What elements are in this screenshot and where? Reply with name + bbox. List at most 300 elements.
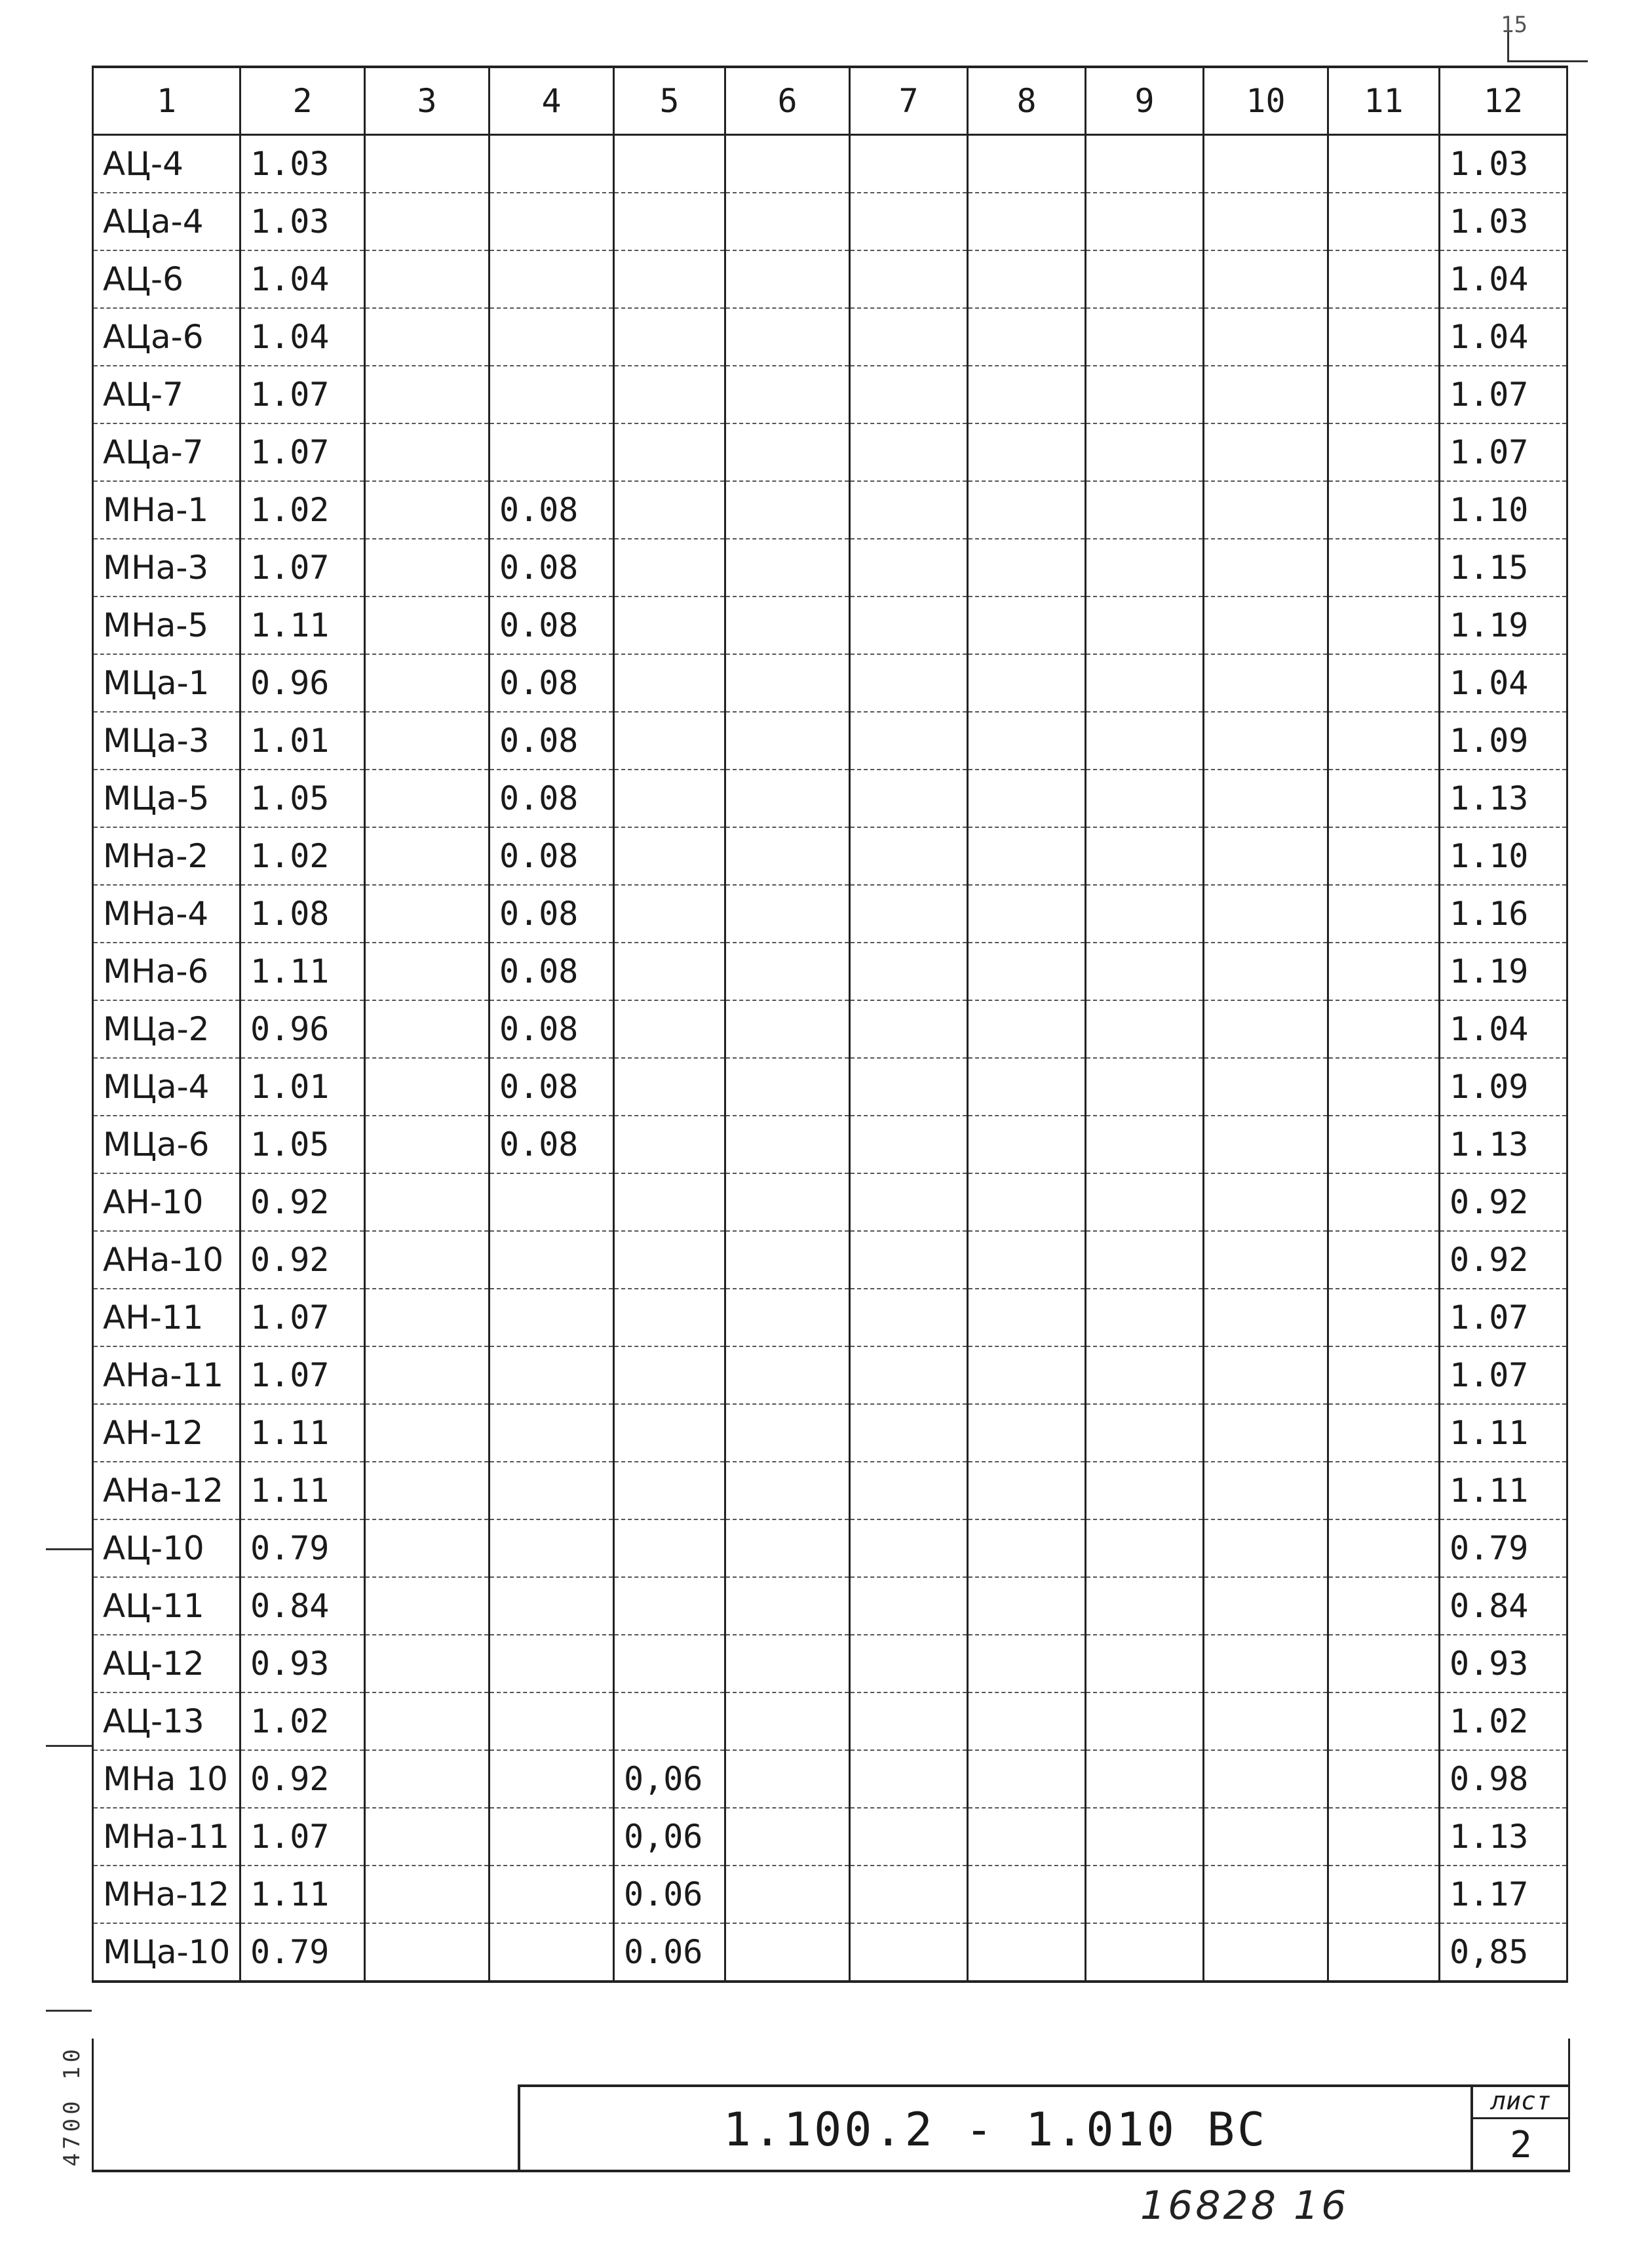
table-row [93,193,1567,250]
cell-empty [968,539,1086,596]
cell-empty [1204,596,1328,654]
cell-empty [850,885,968,943]
cell-col4 [490,135,614,193]
cell-empty [1328,1231,1440,1289]
cell-empty [1086,1635,1204,1692]
cell-empty [968,885,1086,943]
cell-col5 [614,596,725,654]
cell-empty [725,1058,850,1116]
cell-col5 [614,1519,725,1577]
cell-col4: 0.08 [490,539,614,596]
cell-empty [1328,1346,1440,1404]
cell-col4: 0.08 [490,654,614,712]
cell-empty [968,654,1086,712]
cell-empty [365,1923,490,1982]
table-row [93,1750,1567,1808]
column-header-7: 7 [850,67,968,135]
cell-col2: 0.92 [240,1750,365,1808]
cell-col5 [614,885,725,943]
cell-total: 1.10 [1440,481,1567,539]
cell-empty [850,1866,968,1923]
cell-empty [968,1116,1086,1173]
cell-empty [850,596,968,654]
cell-empty [725,1808,850,1866]
cell-col5 [614,1635,725,1692]
cell-empty [1086,1577,1204,1635]
cell-empty [850,366,968,423]
cell-empty [725,1462,850,1519]
column-header-1: 1 [93,67,240,135]
cell-mark: МЦа-6 [93,1116,240,1173]
cell-empty [1086,193,1204,250]
cell-mark: АЦа-7 [93,423,240,481]
cell-total: 1.16 [1440,885,1567,943]
cell-empty [725,827,850,885]
cell-empty [365,885,490,943]
table-body [93,135,1567,1982]
cell-empty [365,1462,490,1519]
cell-empty [850,1173,968,1231]
cell-empty [365,943,490,1000]
cell-empty [850,1058,968,1116]
cell-mark: АЦ-13 [93,1692,240,1750]
cell-col2: 1.07 [240,1289,365,1346]
table-row [93,770,1567,827]
cell-empty [1328,1173,1440,1231]
cell-empty [968,1635,1086,1692]
cell-empty [1204,1750,1328,1808]
cell-empty [850,654,968,712]
cell-empty [850,1289,968,1346]
cell-mark: МЦа-4 [93,1058,240,1116]
cell-empty [1086,1000,1204,1058]
cell-col5 [614,135,725,193]
cell-mark: АН-12 [93,1404,240,1462]
cell-total: 1.04 [1440,308,1567,366]
cell-col4: 0.08 [490,596,614,654]
cell-empty [1328,654,1440,712]
cell-empty [1328,1923,1440,1982]
cell-col5: 0.06 [614,1866,725,1923]
cell-empty [365,827,490,885]
table-row [93,885,1567,943]
cell-empty [365,193,490,250]
table-row [93,1289,1567,1346]
cell-empty [850,1519,968,1577]
sheet-number: 2 [1510,2124,1532,2166]
cell-empty [1204,539,1328,596]
cell-total: 1.09 [1440,1058,1567,1116]
cell-empty [968,250,1086,308]
cell-empty [725,1750,850,1808]
cell-col5 [614,308,725,366]
cell-empty [725,193,850,250]
cell-empty [1328,1577,1440,1635]
specification-table-wrapper [92,66,1566,1983]
cell-mark: МНа-6 [93,943,240,1000]
table-row [93,135,1567,193]
cell-empty [365,1577,490,1635]
cell-empty [1204,827,1328,885]
cell-empty [1086,885,1204,943]
cell-col4: 0.08 [490,943,614,1000]
cell-empty [968,1058,1086,1116]
page-corner-mark: 15 [1501,12,1527,38]
cell-empty [968,1519,1086,1577]
cell-col4 [490,1462,614,1519]
cell-empty [968,1289,1086,1346]
cell-empty [725,1000,850,1058]
cell-col4: 0.08 [490,481,614,539]
cell-empty [725,1923,850,1982]
cell-col4 [490,1808,614,1866]
cell-empty [850,193,968,250]
cell-col5 [614,1116,725,1173]
cell-empty [1086,539,1204,596]
cell-mark: МНа-4 [93,885,240,943]
cell-empty [1328,712,1440,770]
cell-empty [365,654,490,712]
cell-empty [1204,1000,1328,1058]
cell-col2: 1.07 [240,1346,365,1404]
cell-total: 1.07 [1440,1346,1567,1404]
cell-empty [725,1577,850,1635]
cell-empty [725,596,850,654]
cell-col5 [614,1058,725,1116]
cell-empty [1328,1058,1440,1116]
cell-total: 1.19 [1440,943,1567,1000]
cell-empty [1328,1462,1440,1519]
column-header-9: 9 [1086,67,1204,135]
cell-empty [1328,1519,1440,1577]
cell-empty [725,1173,850,1231]
cell-col4 [490,250,614,308]
cell-empty [365,1692,490,1750]
cell-empty [850,943,968,1000]
cell-empty [1328,193,1440,250]
cell-col2: 1.07 [240,366,365,423]
column-header-8: 8 [968,67,1086,135]
cell-empty [850,539,968,596]
cell-empty [725,1346,850,1404]
cell-mark: МНа-11 [93,1808,240,1866]
table-row [93,481,1567,539]
cell-col5 [614,423,725,481]
cell-total: 1.09 [1440,712,1567,770]
cell-empty [725,1519,850,1577]
cell-empty [968,135,1086,193]
cell-empty [968,481,1086,539]
cell-empty [1204,712,1328,770]
cell-empty [850,308,968,366]
cell-empty [725,885,850,943]
cell-mark: МЦа-1 [93,654,240,712]
cell-empty [850,481,968,539]
cell-empty [968,1404,1086,1462]
cell-empty [1204,1058,1328,1116]
cell-empty [1086,596,1204,654]
cell-empty [365,1173,490,1231]
cell-empty [1328,423,1440,481]
cell-col2: 0.96 [240,1000,365,1058]
cell-mark: АЦ-7 [93,366,240,423]
cell-mark: МЦа-2 [93,1000,240,1058]
cell-empty [365,1519,490,1577]
cell-total: 0.92 [1440,1173,1567,1231]
cell-mark: АНа-12 [93,1462,240,1519]
cell-empty [365,366,490,423]
cell-empty [365,1231,490,1289]
cell-empty [1328,827,1440,885]
cell-empty [1086,827,1204,885]
cell-total: 1.19 [1440,596,1567,654]
cell-empty [1328,1692,1440,1750]
cell-empty [1204,1231,1328,1289]
cell-empty [1204,1289,1328,1346]
cell-empty [365,1289,490,1346]
cell-empty [1328,1635,1440,1692]
cell-mark: АН-11 [93,1289,240,1346]
cell-col5 [614,1462,725,1519]
cell-empty [365,1000,490,1058]
cell-total: 1.03 [1440,135,1567,193]
cell-empty [365,1808,490,1866]
cell-empty [365,1635,490,1692]
cell-col2: 0.96 [240,654,365,712]
cell-empty [1086,1404,1204,1462]
cell-col5 [614,943,725,1000]
cell-empty [850,135,968,193]
cell-empty [1086,1462,1204,1519]
cell-col4 [490,308,614,366]
cell-col4 [490,1923,614,1982]
cell-empty [1086,1058,1204,1116]
cell-empty [1328,885,1440,943]
cell-empty [725,250,850,308]
cell-empty [1204,1923,1328,1982]
cell-empty [1328,770,1440,827]
cell-empty [1204,1635,1328,1692]
cell-col4 [490,1346,614,1404]
cell-empty [725,135,850,193]
cell-empty [1086,135,1204,193]
cell-empty [1204,654,1328,712]
cell-empty [1204,1404,1328,1462]
cell-col2: 1.08 [240,885,365,943]
cell-col5 [614,1000,725,1058]
cell-empty [1204,308,1328,366]
cell-empty [725,1289,850,1346]
sheet-cell [1470,2084,1569,2172]
cell-empty [1204,366,1328,423]
cell-empty [1086,308,1204,366]
cell-mark: МНа-12 [93,1866,240,1923]
cell-empty [365,1404,490,1462]
cell-total: 0,85 [1440,1923,1567,1982]
cell-empty [1204,135,1328,193]
cell-col5 [614,1404,725,1462]
cell-col5 [614,250,725,308]
cell-empty [850,1462,968,1519]
cell-empty [1328,481,1440,539]
cell-col4 [490,1173,614,1231]
cell-col4 [490,1289,614,1346]
cell-empty [968,770,1086,827]
cell-col5 [614,193,725,250]
cell-empty [365,1116,490,1173]
cell-total: 1.04 [1440,654,1567,712]
cell-empty [1086,1519,1204,1577]
cell-empty [1204,250,1328,308]
cell-col5 [614,539,725,596]
table-row [93,308,1567,366]
cell-empty [725,654,850,712]
cell-empty [968,712,1086,770]
table-row [93,1404,1567,1462]
cell-col2: 1.03 [240,193,365,250]
table-row [93,1116,1567,1173]
cell-empty [1204,770,1328,827]
cell-col5: 0,06 [614,1750,725,1808]
cell-col5 [614,1577,725,1635]
cell-mark: АЦ-11 [93,1577,240,1635]
cell-mark: МНа-3 [93,539,240,596]
cell-empty [1204,1173,1328,1231]
document-code: 1.100.2 - 1.010 ВС [723,2103,1268,2157]
cell-empty [968,1866,1086,1923]
cell-empty [850,827,968,885]
cell-mark: МЦа-10 [93,1923,240,1982]
cell-col4 [490,1750,614,1808]
cell-mark: МЦа-5 [93,770,240,827]
cell-empty [1086,1116,1204,1173]
cell-empty [850,770,968,827]
cell-empty [1204,481,1328,539]
cell-total: 1.11 [1440,1462,1567,1519]
cell-col2: 1.07 [240,423,365,481]
cell-empty [968,423,1086,481]
cell-empty [725,539,850,596]
cell-col4: 0.08 [490,1116,614,1173]
column-header-3: 3 [365,67,490,135]
cell-empty [968,1577,1086,1635]
table-row [93,1173,1567,1231]
cell-empty [968,1808,1086,1866]
cell-total: 1.17 [1440,1866,1567,1923]
cell-col2: 1.11 [240,1404,365,1462]
cell-total: 0.79 [1440,1519,1567,1577]
table-row [93,366,1567,423]
cell-empty [725,366,850,423]
cell-empty [968,1750,1086,1808]
table-row [93,1923,1567,1982]
cell-empty [1086,1923,1204,1982]
cell-col5 [614,827,725,885]
cell-empty [1328,1866,1440,1923]
table-row [93,827,1567,885]
table-row [93,1866,1567,1923]
cell-total: 0.84 [1440,1577,1567,1635]
table-row [93,943,1567,1000]
cell-col2: 1.03 [240,135,365,193]
cell-mark: АЦ-10 [93,1519,240,1577]
cell-empty [1204,1519,1328,1577]
cell-col5: 0.06 [614,1923,725,1982]
cell-empty [725,770,850,827]
cell-empty [365,539,490,596]
cell-empty [968,1173,1086,1231]
cell-col5 [614,770,725,827]
cell-empty [365,423,490,481]
cell-total: 1.10 [1440,827,1567,885]
table-row [93,1692,1567,1750]
cell-empty [850,1923,968,1982]
column-header-11: 11 [1328,67,1440,135]
cell-empty [365,1346,490,1404]
cell-empty [1204,1692,1328,1750]
cell-empty [1328,250,1440,308]
cell-total: 1.07 [1440,366,1567,423]
cell-col2: 1.11 [240,596,365,654]
cell-empty [1086,1231,1204,1289]
cell-col4 [490,366,614,423]
cell-col2: 0.92 [240,1231,365,1289]
cell-col2: 1.01 [240,1058,365,1116]
cell-empty [1204,943,1328,1000]
cell-col2: 1.02 [240,1692,365,1750]
cell-total: 1.11 [1440,1404,1567,1462]
cell-total: 1.02 [1440,1692,1567,1750]
cell-mark: АН-10 [93,1173,240,1231]
column-header-10: 10 [1204,67,1328,135]
cell-empty [725,308,850,366]
cell-total: 1.04 [1440,250,1567,308]
cell-empty [1086,1346,1204,1404]
cell-col5 [614,366,725,423]
cell-total: 1.04 [1440,1000,1567,1058]
cell-col4 [490,1404,614,1462]
table-row [93,1462,1567,1519]
cell-empty [850,1231,968,1289]
cell-empty [1328,943,1440,1000]
cell-empty [1328,1404,1440,1462]
cell-empty [1204,1346,1328,1404]
cell-col5 [614,712,725,770]
cell-mark: АНа-10 [93,1231,240,1289]
cell-total: 1.07 [1440,1289,1567,1346]
cell-empty [1086,1808,1204,1866]
cell-col4 [490,1692,614,1750]
table-row [93,1808,1567,1866]
cell-col2: 0.92 [240,1173,365,1231]
table-row [93,1519,1567,1577]
column-header-6: 6 [725,67,850,135]
cell-mark: АЦ-6 [93,250,240,308]
table-row [93,596,1567,654]
cell-col4 [490,193,614,250]
cell-empty [850,1000,968,1058]
cell-empty [1086,712,1204,770]
cell-empty [725,1116,850,1173]
cell-mark: АЦ-4 [93,135,240,193]
table-row [93,1635,1567,1692]
cell-empty [1086,1750,1204,1808]
sheet-label: лист [1473,2084,1569,2119]
cell-col2: 0.84 [240,1577,365,1635]
cell-mark: МНа-2 [93,827,240,885]
cell-empty [1328,366,1440,423]
cell-col5 [614,1346,725,1404]
